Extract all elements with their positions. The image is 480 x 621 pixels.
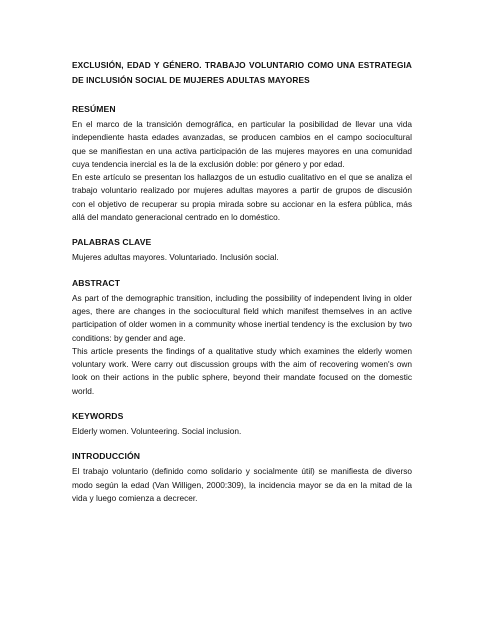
abstract-paragraph-1: As part of the demographic transition, including the possibility of independent living in older ages, there are changes in the sociocultural field which manifest themselves in an active participation of older women in a community whose inertial tendency is the exclusion by two conditions: by gender and age. bbox=[72, 292, 412, 343]
paper-title: EXCLUSIÓN, EDAD Y GÉNERO. TRABAJO VOLUNTARIO COMO UNA ESTRATEGIA DE INCLUSIÓN SOCIAL DE MUJERES ADULTAS MAYORES bbox=[72, 60, 412, 85]
abstract-section bbox=[72, 277, 412, 398]
introduccion-paragraph-1: El trabajo voluntario (definido como solidario y socialmente útil) se manifiesta de diverso modo según la edad (Van Willigen, 2000:309), la incidencia mayor se da en la mitad de la vida y luego comienza a decrecer. bbox=[72, 466, 412, 503]
resumen-paragraph-1: En el marco de la transición demográfica, en particular la posibilidad de llevar una vida independiente hasta edades avanzadas, se producen cambios en el campo sociocultural que se manifiestan en una activa participación de las mujeres mayores en una comunidad cuya tendencia inercial es la de la exclusión doble: por género y por edad. bbox=[72, 119, 412, 169]
keywords-heading: KEYWORDS bbox=[72, 411, 124, 422]
abstract-heading: ABSTRACT bbox=[72, 277, 121, 288]
palabras-clave-heading: PALABRAS CLAVE bbox=[72, 237, 152, 248]
keywords-section bbox=[72, 410, 412, 438]
abstract-paragraph-2: This article presents the findings of a qualitative study which examines the elderly women voluntary work. Were carry out discussion groups with the aim of recovering women's own look on their actions in the public sphere, beyond their mandate focused on the domestic world. bbox=[72, 345, 412, 396]
palabras-clave-text: Mujeres adultas mayores. Voluntariado. Inclusión social. bbox=[72, 252, 279, 263]
introduccion-heading: INTRODUCCIÓN bbox=[72, 451, 141, 462]
palabras-clave-section bbox=[72, 236, 412, 264]
document-page bbox=[72, 58, 412, 517]
resumen-heading: RESÚMEN bbox=[72, 104, 116, 114]
keywords-text: Elderly women. Volunteering. Social inclusion. bbox=[72, 426, 242, 437]
introduccion-section bbox=[72, 450, 412, 505]
resumen-paragraph-2: En este artículo se presentan los hallazgos de un estudio cualitativo en el que se analiza el trabajo voluntario realizado por mujeres adultas mayores a partir de grupos de discusión con el objetivo de recuperar su propia mirada sobre su accionar en la esfera pública, más allá del mandato generacional centrado en lo doméstico. bbox=[72, 172, 412, 223]
resumen-section bbox=[72, 103, 412, 224]
